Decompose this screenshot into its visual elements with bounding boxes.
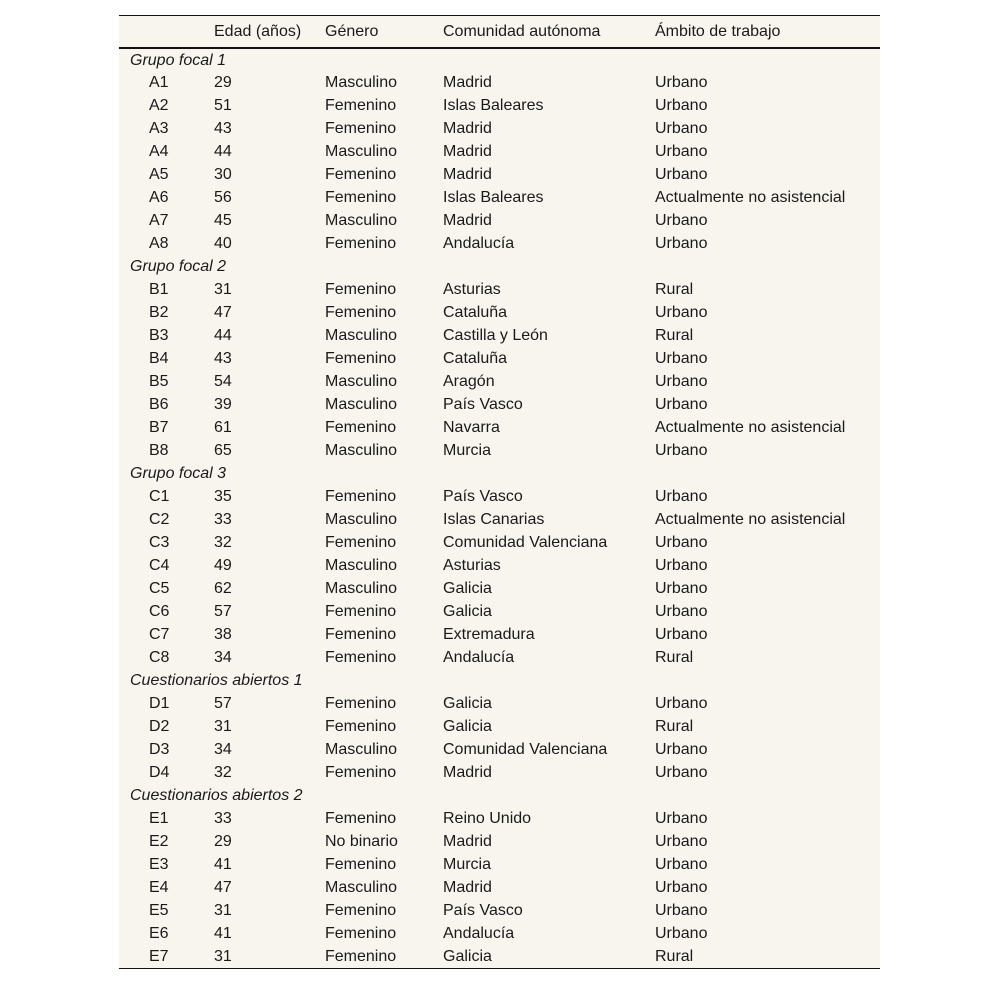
participant-id: C7 [149, 625, 170, 643]
gender-cell: Femenino [325, 625, 397, 643]
group-heading: Grupo focal 1 [130, 52, 227, 69]
age-cell: 57 [214, 694, 232, 712]
scope-cell: Urbano [655, 809, 708, 827]
gender-cell: Masculino [325, 441, 398, 459]
gender-cell: Masculino [325, 326, 398, 344]
gender-cell: No binario [325, 832, 398, 850]
gender-cell: Femenino [325, 487, 397, 505]
age-cell: 32 [214, 763, 232, 781]
region-cell: Madrid [443, 142, 492, 160]
table-row [119, 324, 880, 347]
age-cell: 43 [214, 349, 232, 367]
age-cell: 39 [214, 395, 232, 413]
age-cell: 41 [214, 855, 232, 873]
age-cell: 44 [214, 326, 232, 344]
participant-id: E5 [149, 901, 169, 919]
table-row [119, 140, 880, 163]
table-row [119, 554, 880, 577]
age-cell: 47 [214, 303, 232, 321]
table-header [119, 16, 880, 48]
age-cell: 38 [214, 625, 232, 643]
age-cell: 32 [214, 533, 232, 551]
region-cell: Madrid [443, 73, 492, 91]
region-cell: Extremadura [443, 625, 535, 643]
participant-id: C6 [149, 602, 170, 620]
age-cell: 31 [214, 901, 232, 919]
table-row [119, 600, 880, 623]
scope-cell: Urbano [655, 878, 708, 896]
gender-cell: Masculino [325, 395, 398, 413]
table-row [119, 71, 880, 94]
age-cell: 44 [214, 142, 232, 160]
age-cell: 56 [214, 188, 232, 206]
gender-cell: Femenino [325, 533, 397, 551]
participant-id: D4 [149, 763, 170, 781]
gender-cell: Masculino [325, 211, 398, 229]
table-row [119, 508, 880, 531]
scope-cell: Actualmente no asistencial [655, 188, 846, 206]
scope-cell: Rural [655, 326, 694, 344]
table-row [119, 117, 880, 140]
group-heading-row [119, 669, 880, 692]
region-cell: Galicia [443, 717, 492, 735]
group-heading-row [119, 784, 880, 807]
table-row [119, 715, 880, 738]
header-scope: Ámbito de trabajo [655, 16, 880, 48]
age-cell: 33 [214, 510, 232, 528]
participants-table [119, 16, 880, 968]
scope-cell: Urbano [655, 763, 708, 781]
age-cell: 51 [214, 96, 232, 114]
table-row [119, 830, 880, 853]
group-heading-row [119, 48, 880, 71]
table-row [119, 945, 880, 968]
gender-cell: Masculino [325, 142, 398, 160]
participant-id: B5 [149, 372, 169, 390]
scope-cell: Urbano [655, 901, 708, 919]
participant-id: A7 [149, 211, 169, 229]
table-row [119, 485, 880, 508]
table-row [119, 876, 880, 899]
scope-cell: Urbano [655, 96, 708, 114]
gender-cell: Femenino [325, 809, 397, 827]
table-row [119, 807, 880, 830]
region-cell: Comunidad Valenciana [443, 533, 608, 551]
scope-cell: Urbano [655, 602, 708, 620]
scope-cell: Actualmente no asistencial [655, 510, 846, 528]
scope-cell: Urbano [655, 740, 708, 758]
age-cell: 41 [214, 924, 232, 942]
header-age: Edad (años) [214, 16, 325, 48]
table-row [119, 94, 880, 117]
scope-cell: Urbano [655, 119, 708, 137]
gender-cell: Femenino [325, 947, 397, 965]
header-participant [119, 16, 214, 48]
age-cell: 31 [214, 280, 232, 298]
gender-cell: Femenino [325, 855, 397, 873]
scope-cell: Urbano [655, 395, 708, 413]
participant-id: B4 [149, 349, 169, 367]
age-cell: 34 [214, 648, 232, 666]
scope-cell: Urbano [655, 73, 708, 91]
region-cell: Galicia [443, 602, 492, 620]
gender-cell: Masculino [325, 510, 398, 528]
scope-cell: Rural [655, 280, 694, 298]
participants-table-container [119, 15, 880, 969]
age-cell: 47 [214, 878, 232, 896]
scope-cell: Actualmente no asistencial [655, 418, 846, 436]
participant-id: E1 [149, 809, 169, 827]
region-cell: Islas Baleares [443, 188, 544, 206]
gender-cell: Femenino [325, 165, 397, 183]
gender-cell: Femenino [325, 188, 397, 206]
table-row [119, 439, 880, 462]
scope-cell: Urbano [655, 533, 708, 551]
gender-cell: Femenino [325, 418, 397, 436]
gender-cell: Masculino [325, 73, 398, 91]
gender-cell: Femenino [325, 96, 397, 114]
age-cell: 29 [214, 73, 232, 91]
region-cell: Madrid [443, 878, 492, 896]
table-row [119, 646, 880, 669]
gender-cell: Femenino [325, 648, 397, 666]
region-cell: Andalucía [443, 924, 515, 942]
age-cell: 43 [214, 119, 232, 137]
region-cell: País Vasco [443, 395, 523, 413]
age-cell: 49 [214, 556, 232, 574]
group-heading-row [119, 255, 880, 278]
participant-id: C1 [149, 487, 170, 505]
region-cell: Galicia [443, 947, 492, 965]
age-cell: 61 [214, 418, 232, 436]
participant-id: E4 [149, 878, 169, 896]
participant-id: B8 [149, 441, 169, 459]
scope-cell: Urbano [655, 372, 708, 390]
table-row [119, 761, 880, 784]
scope-cell: Rural [655, 717, 694, 735]
age-cell: 57 [214, 602, 232, 620]
table-row [119, 186, 880, 209]
gender-cell: Femenino [325, 717, 397, 735]
region-cell: Murcia [443, 441, 492, 459]
group-heading: Grupo focal 3 [130, 464, 227, 482]
scope-cell: Urbano [655, 211, 708, 229]
gender-cell: Femenino [325, 280, 397, 298]
scope-cell: Rural [655, 648, 694, 666]
gender-cell: Femenino [325, 234, 397, 252]
age-cell: 65 [214, 441, 232, 459]
region-cell: Asturias [443, 556, 501, 574]
gender-cell: Masculino [325, 579, 398, 597]
age-cell: 62 [214, 579, 232, 597]
scope-cell: Urbano [655, 579, 708, 597]
participant-id: C2 [149, 510, 170, 528]
table-row [119, 738, 880, 761]
region-cell: Islas Canarias [443, 510, 545, 528]
participant-id: E3 [149, 855, 169, 873]
table-row [119, 232, 880, 255]
scope-cell: Urbano [655, 165, 708, 183]
participant-id: A4 [149, 142, 169, 160]
gender-cell: Femenino [325, 119, 397, 137]
age-cell: 40 [214, 234, 232, 252]
age-cell: 29 [214, 832, 232, 850]
table-row [119, 416, 880, 439]
table-row [119, 393, 880, 416]
region-cell: Comunidad Valenciana [443, 740, 608, 758]
scope-cell: Urbano [655, 441, 708, 459]
region-cell: Aragón [443, 372, 495, 390]
region-cell: Madrid [443, 165, 492, 183]
table-row [119, 301, 880, 324]
scope-cell: Urbano [655, 832, 708, 850]
participant-id: D2 [149, 717, 170, 735]
gender-cell: Masculino [325, 878, 398, 896]
region-cell: Islas Baleares [443, 96, 544, 114]
gender-cell: Masculino [325, 556, 398, 574]
header-row [119, 16, 880, 48]
age-cell: 30 [214, 165, 232, 183]
participant-id: E7 [149, 947, 169, 965]
table-row [119, 163, 880, 186]
table-row [119, 853, 880, 876]
participant-id: C4 [149, 556, 170, 574]
participant-id: B6 [149, 395, 169, 413]
scope-cell: Urbano [655, 303, 708, 321]
participant-id: A6 [149, 188, 169, 206]
scope-cell: Urbano [655, 855, 708, 873]
scope-cell: Urbano [655, 625, 708, 643]
region-cell: Navarra [443, 418, 500, 436]
scope-cell: Urbano [655, 142, 708, 160]
table-row [119, 623, 880, 646]
scope-cell: Urbano [655, 694, 708, 712]
table-row [119, 577, 880, 600]
region-cell: Madrid [443, 211, 492, 229]
gender-cell: Femenino [325, 901, 397, 919]
region-cell: Reino Unido [443, 809, 532, 827]
age-cell: 34 [214, 740, 232, 758]
header-region: Comunidad autónoma [443, 16, 655, 48]
region-cell: Madrid [443, 119, 492, 137]
gender-cell: Femenino [325, 694, 397, 712]
region-cell: Andalucía [443, 648, 515, 666]
gender-cell: Femenino [325, 303, 397, 321]
age-cell: 54 [214, 372, 232, 390]
age-cell: 33 [214, 809, 232, 827]
group-heading: Cuestionarios abiertos 1 [130, 671, 303, 689]
region-cell: Castilla y León [443, 326, 548, 344]
age-cell: 45 [214, 211, 232, 229]
region-cell: Galicia [443, 579, 492, 597]
table-row [119, 899, 880, 922]
participant-id: E2 [149, 832, 169, 850]
gender-cell: Femenino [325, 763, 397, 781]
scope-cell: Urbano [655, 487, 708, 505]
participant-id: A1 [149, 73, 169, 91]
gender-cell: Femenino [325, 349, 397, 367]
participant-id: E6 [149, 924, 169, 942]
scope-cell: Rural [655, 947, 694, 965]
table-row [119, 278, 880, 301]
region-cell: Cataluña [443, 303, 508, 321]
participant-id: D3 [149, 740, 170, 758]
participant-id: B3 [149, 326, 169, 344]
participant-id: B7 [149, 418, 169, 436]
age-cell: 31 [214, 717, 232, 735]
table-body [119, 48, 880, 968]
participant-id: A8 [149, 234, 169, 252]
table-row [119, 370, 880, 393]
region-cell: Murcia [443, 855, 492, 873]
scope-cell: Urbano [655, 349, 708, 367]
gender-cell: Masculino [325, 372, 398, 390]
region-cell: Madrid [443, 763, 492, 781]
age-cell: 31 [214, 947, 232, 965]
age-cell: 35 [214, 487, 232, 505]
table-row [119, 922, 880, 945]
participant-id: A2 [149, 96, 169, 114]
region-cell: Andalucía [443, 234, 515, 252]
scope-cell: Urbano [655, 556, 708, 574]
participant-id: C8 [149, 648, 170, 666]
region-cell: Cataluña [443, 349, 508, 367]
region-cell: País Vasco [443, 487, 523, 505]
region-cell: País Vasco [443, 901, 523, 919]
region-cell: Galicia [443, 694, 492, 712]
gender-cell: Femenino [325, 924, 397, 942]
participant-id: B1 [149, 280, 169, 298]
region-cell: Madrid [443, 832, 492, 850]
table-row [119, 347, 880, 370]
participant-id: C3 [149, 533, 170, 551]
scope-cell: Urbano [655, 234, 708, 252]
participant-id: A3 [149, 119, 169, 137]
table-row [119, 692, 880, 715]
table-row [119, 531, 880, 554]
participant-id: C5 [149, 579, 170, 597]
table-row [119, 209, 880, 232]
header-gender: Género [325, 16, 443, 48]
region-cell: Asturias [443, 280, 501, 298]
gender-cell: Femenino [325, 602, 397, 620]
participant-id: A5 [149, 165, 169, 183]
participant-id: D1 [149, 694, 170, 712]
participant-id: B2 [149, 303, 169, 321]
group-heading: Grupo focal 2 [130, 257, 227, 275]
group-heading-row [119, 462, 880, 485]
group-heading: Cuestionarios abiertos 2 [130, 786, 303, 804]
scope-cell: Urbano [655, 924, 708, 942]
gender-cell: Masculino [325, 740, 398, 758]
